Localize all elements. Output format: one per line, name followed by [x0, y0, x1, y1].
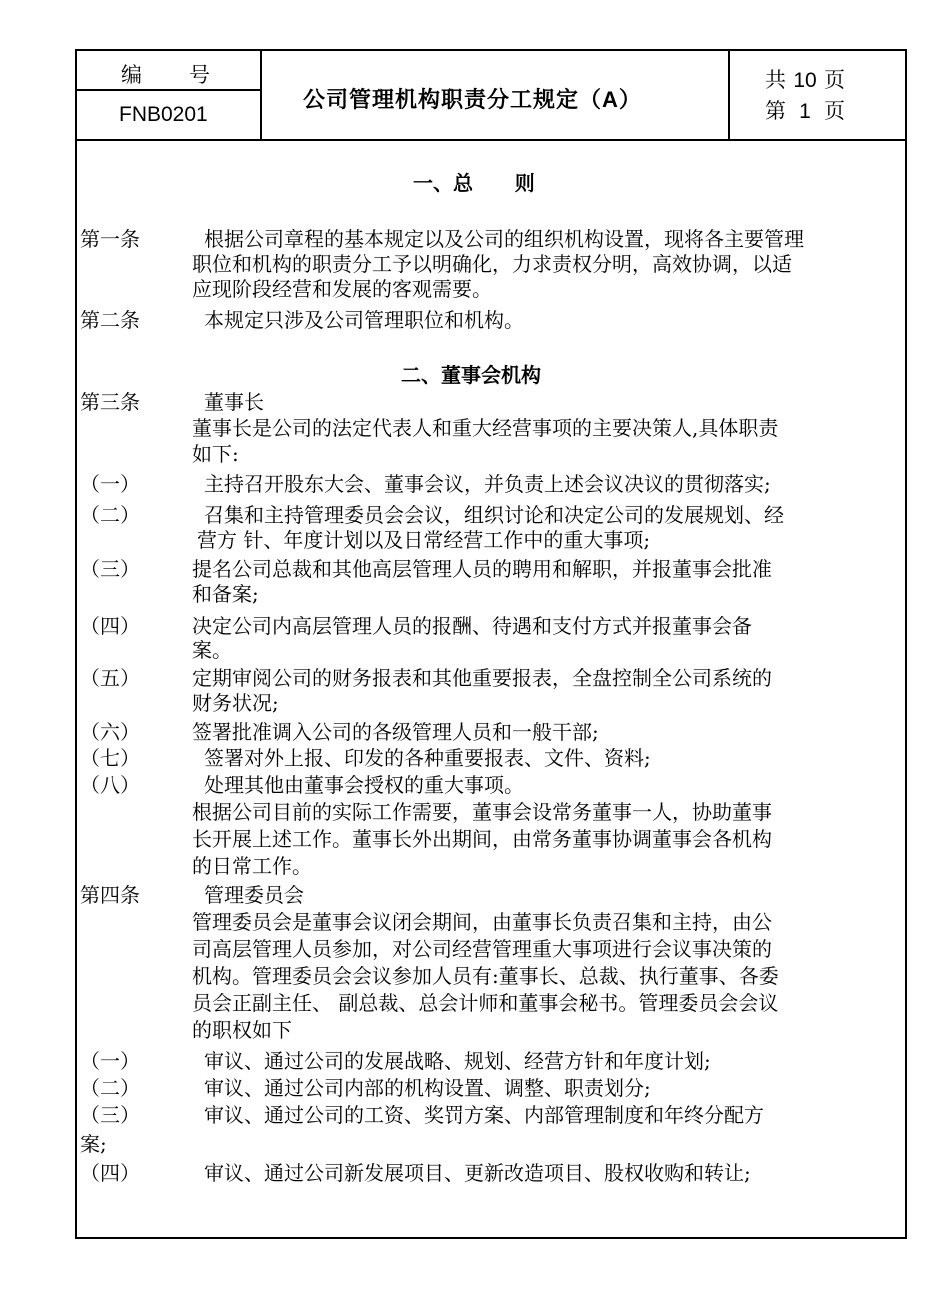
item-label: （四） — [80, 614, 140, 638]
header-divider-right — [728, 51, 730, 139]
current-page: 第 1 页 — [765, 99, 845, 123]
text-line: 根据公司章程的基本规定以及公司的组织机构设置，现将各主要管理 — [204, 227, 804, 251]
text-line: 的日常工作。 — [192, 854, 312, 878]
document-header — [77, 51, 905, 141]
article-label: 第四条 — [80, 883, 140, 907]
item-label: （一） — [80, 1049, 140, 1073]
text-line: 签署批准调入公司的各级管理人员和一般干部; — [192, 720, 599, 744]
text-line: 召集和主持管理委员会会议，组织讨论和决定公司的发展规划、经 — [204, 503, 784, 527]
header-divider-left — [260, 51, 262, 139]
article-title: 董事长 — [204, 390, 264, 414]
text-line: 决定公司内高层管理人员的报酬、待遇和支付方式并报董事会备 — [192, 614, 752, 638]
text-line: 应现阶段经营和发展的客观需要。 — [192, 277, 492, 301]
section-general: 一、总 则 — [413, 171, 535, 195]
text-line: 审议、通过公司的工资、奖罚方案、内部管理制度和年终分配方 — [204, 1103, 764, 1127]
article-label: 第二条 — [80, 308, 140, 332]
text-line: 定期审阅公司的财务报表和其他重要报表，全盘控制全公司系统的 — [192, 666, 772, 690]
text-line: 机构。管理委员会会议参加人员有:董事长、总裁、执行董事、各委 — [192, 964, 779, 988]
item-label: （二） — [80, 1076, 140, 1100]
text-line: 营方 针、年度计划以及日常经营工作中的重大事项; — [197, 528, 651, 552]
text-line: 本规定只涉及公司管理职位和机构。 — [204, 308, 524, 332]
item-label: （七） — [80, 746, 140, 770]
text-line: 处理其他由董事会授权的重大事项。 — [204, 773, 524, 797]
text-line: 案; — [80, 1132, 107, 1156]
article-label: 第一条 — [80, 227, 140, 251]
text-line: 审议、通过公司新发展项目、更新改造项目、股权收购和转让; — [204, 1161, 751, 1185]
text-line: 根据公司目前的实际工作需要，董事会设常务董事一人，协助董事 — [192, 800, 772, 824]
text-line: 主持召开股东大会、董事会议，并负责上述会议决议的贯彻落实; — [204, 472, 771, 496]
text-line: 管理委员会是董事会议闭会期间，由董事长负责召集和主持，由公 — [192, 910, 772, 934]
item-label: （八） — [80, 773, 140, 797]
code-divider — [77, 89, 260, 91]
item-label: （六） — [80, 720, 140, 744]
text-line: 审议、通过公司的发展战略、规划、经营方针和年度计划; — [204, 1049, 711, 1073]
text-line: 提名公司总裁和其他高层管理人员的聘用和解职，并报董事会批准 — [192, 557, 772, 581]
article-title: 管理委员会 — [204, 883, 304, 907]
item-label: （三） — [80, 557, 140, 581]
text-line: 长开展上述工作。董事长外出期间，由常务董事协调董事会各机构 — [192, 827, 772, 851]
text-line: 的职权如下 — [192, 1018, 292, 1042]
text-line: 董事长是公司的法定代表人和重大经营事项的主要决策人,具体职责 — [192, 416, 779, 440]
item-label: （三） — [80, 1103, 140, 1127]
text-line: 司高层管理人员参加，对公司经营管理重大事项进行会议事决策的 — [192, 937, 772, 961]
document-code: FNB0201 — [119, 103, 208, 126]
document-title: 公司管理机构职责分工规定（A） — [303, 87, 642, 112]
item-label: （一） — [80, 472, 140, 496]
section-board: 二、董事会机构 — [401, 363, 541, 387]
code-label: 编 号 — [121, 63, 212, 87]
item-label: （二） — [80, 503, 140, 527]
text-line: 签署对外上报、印发的各种重要报表、文件、资料; — [204, 746, 651, 770]
item-label: （四） — [80, 1161, 140, 1185]
text-line: 案。 — [192, 638, 232, 662]
text-line: 和备案; — [192, 582, 259, 606]
text-line: 财务状况; — [192, 691, 279, 715]
total-pages: 共 10 页 — [765, 68, 845, 92]
text-line: 员会正副主任、 副总裁、总会计师和董事会秘书。管理委员会会议 — [192, 991, 779, 1015]
text-line: 如下: — [192, 442, 239, 466]
text-line: 职位和机构的职责分工予以明确化，力求责权分明，高效协调，以适 — [192, 252, 792, 276]
page-info — [765, 65, 845, 127]
item-label: （五） — [80, 666, 140, 690]
article-label: 第三条 — [80, 390, 140, 414]
text-line: 审议、通过公司内部的机构设置、调整、职责划分; — [204, 1076, 651, 1100]
